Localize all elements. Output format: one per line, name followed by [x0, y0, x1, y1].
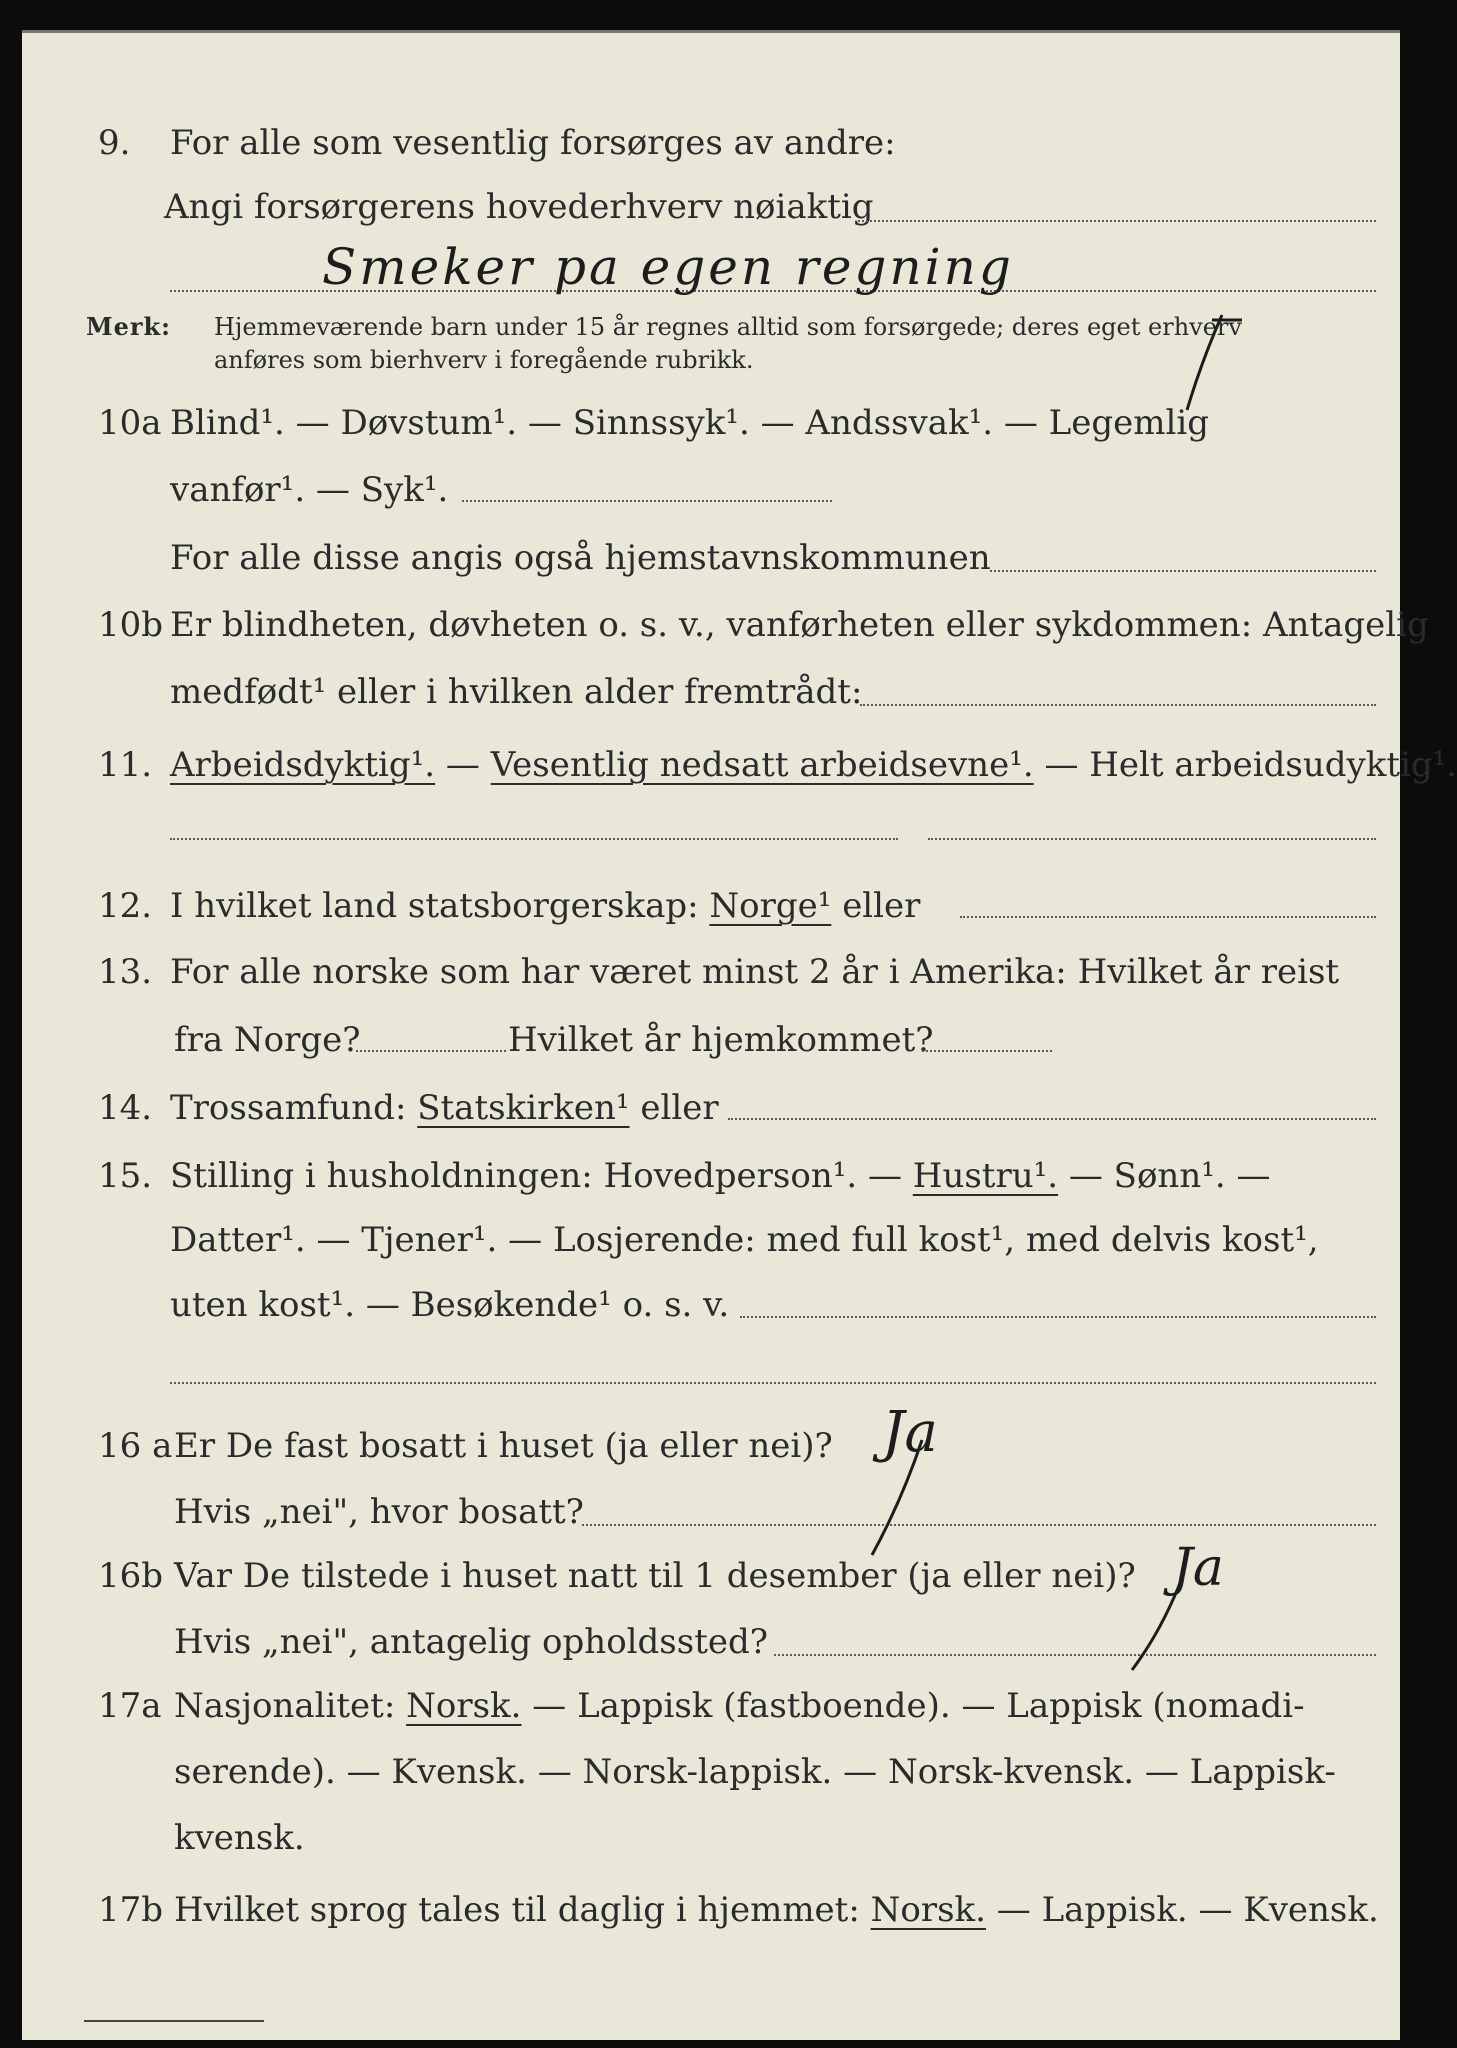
q11-answer-line-2 — [928, 838, 1376, 840]
q9-prompt: Angi forsørgerens hovederhverv nøiaktig — [164, 187, 874, 227]
q11-option-helt: — Helt arbeidsudyktig¹. — [1044, 745, 1457, 785]
q16a-handwritten-answer: Ja — [882, 1400, 938, 1465]
q13-number: 13. — [98, 952, 153, 992]
q13-text-2a: fra Norge? — [174, 1020, 361, 1060]
q14-number: 14. — [98, 1088, 153, 1128]
q15-text-3: uten kost¹. — Besøkende¹ o. s. v. — [170, 1285, 730, 1325]
handwritten-stroke — [602, 300, 1382, 420]
q9-answer-line-1 — [858, 220, 1376, 222]
merk-label: Merk: — [86, 312, 171, 341]
q15-text-2: Datter¹. — Tjener¹. — Losjerende: med full kost¹, med delvis kost¹, — [170, 1220, 1319, 1260]
q13-answer-line-2 — [922, 1050, 1052, 1052]
q17a-text-3: kvensk. — [174, 1818, 305, 1858]
q16b-text: Var De tilstede i huset natt til 1 desember (ja eller nei)? — [174, 1556, 1136, 1596]
page-edge — [22, 30, 1400, 33]
merk-line-1: Hjemmeværende barn under 15 år regnes alltid som forsørgede; deres eget erhverv — [214, 313, 1242, 341]
q11-answer-line-1 — [170, 838, 898, 840]
q11-option-arbeidsdyktig: Arbeidsdyktig¹. — [170, 745, 436, 785]
q16b-ink-stroke — [1112, 1570, 1212, 1680]
q10a-answer-line-2 — [990, 570, 1376, 572]
q13-answer-line-1 — [356, 1050, 506, 1052]
q16a-number: 16 a — [98, 1426, 173, 1466]
q13-text-2b: Hvilket år hjemkommet? — [508, 1020, 934, 1060]
q9-handwritten-answer: Smeker pa egen regning — [322, 238, 1014, 296]
q10b-number: 10b — [98, 605, 164, 645]
q17a-number: 17a — [98, 1686, 162, 1726]
q17b-option-norsk: Norsk. — [870, 1890, 986, 1930]
q16a-answer-line — [582, 1524, 1376, 1526]
q13-text: For alle norske som har været minst 2 år i Amerika: Hvilket år reist — [170, 952, 1340, 992]
q11-number: 11. — [98, 745, 153, 785]
q9-number: 9. — [98, 123, 131, 163]
q16a-ink-stroke — [842, 1430, 962, 1560]
q16b-number: 16b — [98, 1556, 164, 1596]
q15-number: 15. — [98, 1156, 153, 1196]
q16b-answer-line — [774, 1654, 1376, 1656]
q10b-text-2: medfødt¹ eller i hvilken alder fremtrådt: — [170, 672, 863, 712]
q9-text: For alle som vesentlig forsørges av andre: — [170, 123, 896, 163]
q10a-answer-line-1 — [462, 500, 832, 502]
q15-answer-line-1 — [740, 1316, 1376, 1318]
q12-number: 12. — [98, 886, 153, 926]
q10a-text: Blind¹. — Døvstum¹. — Sinnssyk¹. — Andssvak¹. — Legemlig — [170, 403, 1209, 443]
q10a-text-3: For alle disse angis også hjemstavnskommunen — [170, 538, 991, 578]
q11-option-vesentlig: Vesentlig nedsatt arbeidsevne¹. — [490, 745, 1034, 785]
q17a-text-2: serende). — Kvensk. — Norsk-lappisk. — Norsk-kvensk. — Lappisk- — [174, 1752, 1336, 1792]
q14-answer-line — [728, 1118, 1376, 1120]
q17b-number: 17b — [98, 1890, 164, 1930]
q16a-text-2: Hvis „nei", hvor bosatt? — [174, 1492, 584, 1532]
q10b-answer-line — [860, 704, 1376, 706]
q14-option-statskirken: Statskirken¹ — [417, 1088, 630, 1128]
footnote-rule — [84, 2020, 264, 2022]
q10a-number: 10a — [98, 403, 162, 443]
q16b-text-2: Hvis „nei", antagelig opholdssted? — [174, 1622, 768, 1662]
q12-answer-line — [960, 916, 1376, 918]
merk-line-2: anføres som bierhverv i foregående rubrikk. — [214, 346, 754, 374]
q15-option-hustru: Hustru¹. — [912, 1156, 1059, 1196]
census-form-page: 9. For alle som vesentlig forsørges av andre: Angi forsørgerens hovederhverv nøiaktig Smeker pa egen regning Merk: Hjemmeværende barn under 15 år regnes alltid som forsørgede; deres eget erhverv anføres som bierhverv i foregående rubrikk. 10a Blind¹. — Døvstum¹. — Sinnssyk¹. — Andssvak¹. — Legemlig vanfør¹. — Syk¹. For alle disse angis også hjemstavnskommunen 10b Er blindheten, døvheten o. s. v., vanførheten eller sykdommen: Antagelig medfødt¹ eller i hvilken alder fremtrådt: 11. Arbeidsdyktig¹. — Vesentlig nedsatt arbeidsevne¹. — Helt arbeidsudyktig¹. 12. I hvilket land statsborgerskap: Norge¹ eller 13. For alle norske som har været minst 2 år i Amerika: Hvilket år reist fra Norge? Hvilket år hjemkommet? 14. Trossamfund: Statskirken¹ eller 15. Stilling i husholdningen: Hovedperson¹. — Hustru¹. — Sønn¹. — Datter¹. — Tjener¹. — Losjerende: med full kost¹, med delvis kost¹, uten kost¹. — Besøkende¹ o. s. v. 16 a Er De fast bosatt i huset (ja eller nei)? Ja Hvis „nei", hvor bosatt? 16b Var De tilstede i huset natt til 1 desember (ja eller nei)? Ja Hvis „nei", antagelig opholdssted? 17a Nasjonalitet: Norsk. — Lappisk (fastboende). — Lappisk (nomadi- serende). — Kvensk. — Norsk-lappisk. — Norsk-kvensk. — Lappisk- kvensk. 17b Hvilket sprog tales til daglig i hjemmet: Norsk. — Lappisk. — Kvensk. — [22, 30, 1400, 2040]
q17a-option-norsk: Norsk. — [406, 1686, 522, 1726]
q12-option-norge: Norge¹ — [709, 886, 832, 926]
q16b-handwritten-answer: Ja — [1172, 1538, 1224, 1598]
q15-answer-line-2 — [170, 1382, 1376, 1384]
q16a-text: Er De fast bosatt i huset (ja eller nei)? — [174, 1426, 833, 1466]
q10a-text-2: vanfør¹. — Syk¹. — [170, 470, 449, 510]
q10b-text: Er blindheten, døvheten o. s. v., vanførheten eller sykdommen: Antagelig — [170, 605, 1429, 645]
